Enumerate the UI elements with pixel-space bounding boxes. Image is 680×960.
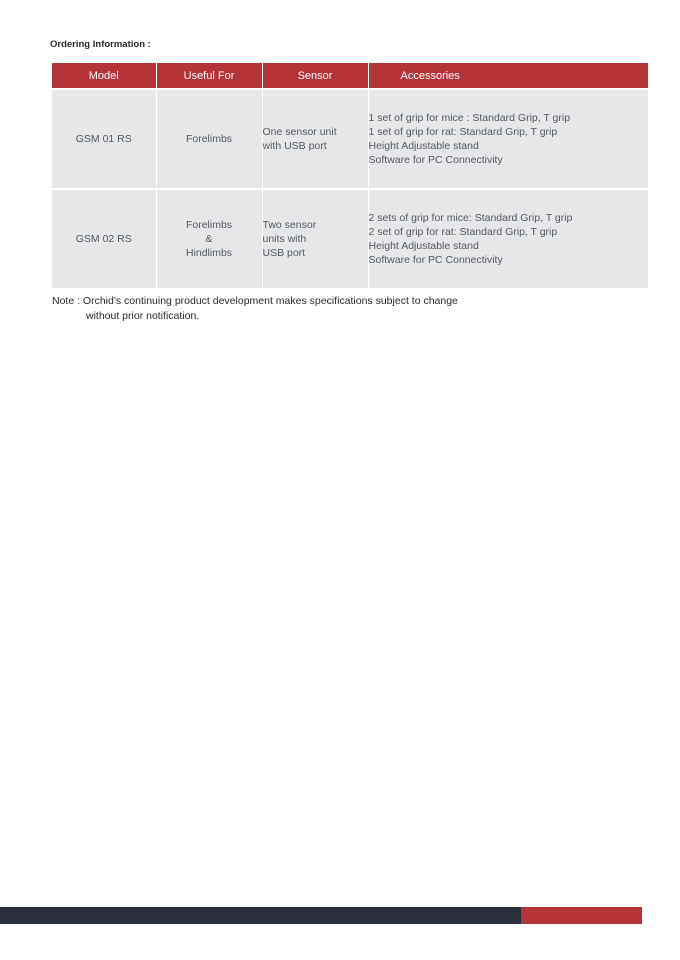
header-accessories: Accessories [368, 63, 648, 89]
accessory-line: 1 set of grip for rat: Standard Grip, T grip [368, 126, 558, 138]
header-useful-for: Useful For [156, 63, 262, 89]
accessory-line: 1 set of grip for mice : Standard Grip, T grip [368, 112, 571, 124]
cell-sensor [262, 89, 368, 189]
useful-for-line: Forelimbs [185, 219, 233, 231]
accessory-line: Software for PC Connectivity [368, 254, 503, 266]
header-model: Model [52, 63, 156, 89]
sensor-line: with USB port [262, 140, 327, 152]
sensor-line: USB port [262, 247, 306, 259]
accessory-line: 2 sets of grip for mice: Standard Grip, T grip [368, 212, 573, 224]
cell-sensor [262, 189, 368, 288]
cell-useful-for [156, 189, 262, 288]
ordering-information-heading: Ordering Information : [50, 39, 151, 50]
sensor-line: Two sensor [262, 219, 317, 231]
cell-model: GSM 02 RS [52, 189, 156, 288]
sensor-line: One sensor unit [262, 126, 337, 138]
useful-for-line: Hindlimbs [185, 247, 233, 259]
note-text [52, 294, 458, 324]
cell-accessories [368, 89, 648, 189]
useful-for-line: & [205, 233, 213, 245]
table-row [52, 189, 648, 288]
cell-useful-for [156, 89, 262, 189]
cell-model: GSM 01 RS [52, 89, 156, 189]
footer-bar-dark [0, 907, 521, 924]
table-row [52, 89, 648, 189]
ordering-table [52, 63, 648, 288]
sensor-line: units with [262, 233, 307, 245]
useful-for-line: Forelimbs [185, 133, 233, 145]
header-sensor: Sensor [262, 63, 368, 89]
accessory-line: 2 set of grip for rat: Standard Grip, T grip [368, 226, 558, 238]
accessory-line: Height Adjustable stand [368, 140, 479, 152]
footer-bar-red [521, 907, 642, 924]
note-line-1: Note : Orchid's continuing product development makes specifications subject to change [52, 295, 458, 307]
cell-accessories [368, 189, 648, 288]
note-line-2: without prior notification. [86, 310, 200, 322]
table-header-row [52, 63, 648, 89]
accessory-line: Software for PC Connectivity [368, 154, 503, 166]
accessory-line: Height Adjustable stand [368, 240, 479, 252]
